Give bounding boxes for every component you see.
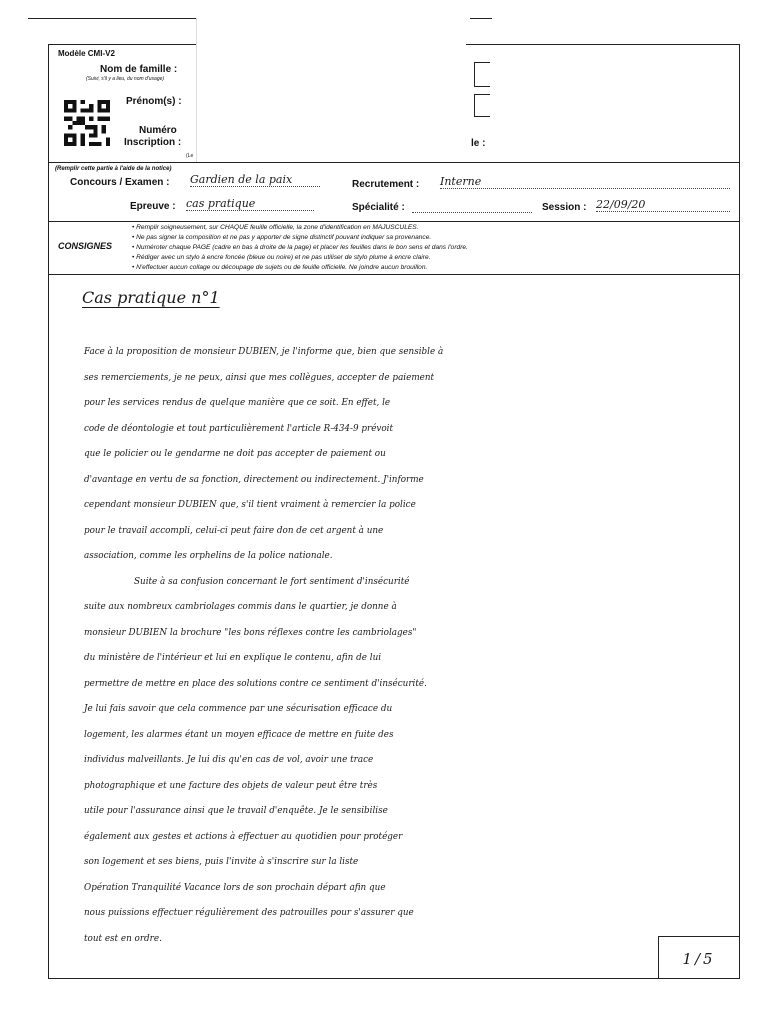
number-label: Numéro bbox=[139, 125, 177, 136]
top-rule-right bbox=[470, 18, 492, 19]
concours-value: Gardien de la paix bbox=[190, 173, 320, 187]
text-line: Opération Tranquilité Vacance lors de son prochain départ afin que bbox=[84, 882, 386, 893]
specialite-field bbox=[412, 212, 532, 213]
consigne-item: • Remplir soigneusement, sur CHAQUE feuille officielle, la zone d'identification en MAJUSCULES. bbox=[132, 224, 419, 231]
text-line: suite aux nombreux cambriolages commis dans le quartier, je donne à bbox=[84, 602, 397, 612]
family-name-label: Nom de famille : bbox=[100, 64, 178, 75]
box-edge-2-top bbox=[474, 94, 490, 95]
concours-label: Concours / Examen : bbox=[70, 177, 170, 188]
session-label: Session : bbox=[542, 202, 587, 213]
text-line: Suite à sa confusion concernant le fort sentiment d'insécurité bbox=[134, 576, 410, 587]
text-line: utile pour l'assurance ainsi que le travail d'enquête. Je le sensibilise bbox=[84, 806, 388, 816]
small-fragment: (Le bbox=[186, 153, 194, 159]
text-line: nous puissions effectuer régulièrement des patrouilles pour s'assurer que bbox=[84, 908, 414, 918]
qr-code-icon bbox=[64, 100, 110, 146]
family-name-sublabel: (Suivi, s'il y a lieu, du nom d'usage) bbox=[86, 76, 165, 82]
recrutement-label: Recrutement : bbox=[352, 179, 420, 190]
box-edge-1-bottom bbox=[474, 86, 490, 87]
text-line: du ministère de l'intérieur et lui en explique le contenu, afin de lui bbox=[84, 653, 382, 663]
session-value: 22/09/20 bbox=[596, 198, 730, 212]
text-line: Face à la proposition de monsieur DUBIEN, je l'informe que, bien que sensible à bbox=[84, 347, 444, 357]
text-line: d'avantage en vertu de sa fonction, directement ou indirectement. J'informe bbox=[84, 474, 424, 485]
consigne-item: • Rédiger avec un stylo à encre foncée (bleue ou noire) et ne pas utiliser de stylo plume à encre claire. bbox=[132, 254, 431, 261]
masked-identification bbox=[196, 20, 466, 162]
consigne-item: • Ne pas signer la composition et ne pas y apporter de signe distinctif pouvant indiquer sa provenance. bbox=[132, 234, 432, 241]
answer-title: Cas pratique n°1 bbox=[82, 288, 220, 307]
text-line: ses remerciements, je ne peux, ainsi que mes collègues, accepter de paiement bbox=[84, 372, 435, 383]
exam-note: (Remplir cette partie à l'aide de la notice) bbox=[55, 166, 172, 172]
date-colon-label: le : bbox=[471, 138, 486, 149]
box-tick-1 bbox=[474, 44, 490, 45]
box-edge-1 bbox=[474, 62, 475, 86]
text-line: pour les services rendus de quelque manière que ce soit. En effet, le bbox=[84, 398, 391, 408]
box-edge-2-bottom bbox=[474, 116, 490, 117]
epreuve-value: cas pratique bbox=[186, 197, 314, 211]
box-edge-1-top bbox=[474, 62, 490, 63]
recrutement-value: Interne bbox=[440, 175, 730, 189]
text-line: son logement et ses biens, puis l'invite à s'inscrire sur la liste bbox=[84, 857, 359, 867]
text-line: également aux gestes et actions à effectuer au quotidien pour protéger bbox=[84, 831, 403, 842]
first-name-label: Prénom(s) : bbox=[126, 96, 182, 107]
text-line: individus malveillants. Je lui dis qu'en cas de vol, avoir une trace bbox=[84, 755, 374, 765]
text-line: logement, les alarmes étant un moyen efficace de mettre en fuite des bbox=[84, 729, 394, 740]
top-rule bbox=[28, 18, 196, 19]
inscription-label: Inscription : bbox=[124, 137, 182, 148]
specialite-label: Spécialité : bbox=[352, 202, 405, 213]
mask-left-edge bbox=[196, 18, 197, 162]
text-line: association, comme les orphelins de la police nationale. bbox=[84, 551, 333, 561]
text-line: pour le travail accompli, celui-ci peut faire don de cet argent à une bbox=[84, 525, 384, 536]
text-line: permettre de mettre en place des solutions contre ce sentiment d'insécurité. bbox=[84, 678, 427, 689]
text-line: cependant monsieur DUBIEN que, s'il tient vraiment à remercier la police bbox=[84, 500, 416, 510]
consigne-item: • N'effectuer aucun collage ou découpage de sujets ou de feuille officielle. Ne joindre aucun brouillon. bbox=[132, 264, 428, 271]
text-line: que le policier ou le gendarme ne doit pas accepter de paiement ou bbox=[84, 449, 386, 459]
text-line: tout est en ordre. bbox=[84, 933, 162, 944]
text-line: Je lui fais savoir que cela commence par une sécurisation efficace du bbox=[84, 704, 393, 714]
consignes-label: CONSIGNES bbox=[58, 241, 113, 251]
box-edge-2 bbox=[474, 94, 475, 116]
consignes-list bbox=[132, 223, 468, 273]
page-number: 1/5 bbox=[682, 950, 716, 968]
text-line: photographique et une facture des objets de valeur peut être très bbox=[84, 780, 378, 791]
consigne-item: • Numéroter chaque PAGE (cadre en bas à droite de la page) et placer les feuilles dans le bon sens et dans l'ordre. bbox=[132, 244, 468, 251]
model-label: Modèle CMI-V2 bbox=[58, 49, 115, 58]
text-line: code de déontologie et tout particulièrement l'article R-434-9 prévoit bbox=[84, 423, 394, 434]
text-line: monsieur DUBIEN la brochure "les bons réflexes contre les cambriolages" bbox=[84, 627, 417, 638]
epreuve-label: Epreuve : bbox=[130, 201, 176, 212]
answer-body bbox=[84, 340, 724, 952]
